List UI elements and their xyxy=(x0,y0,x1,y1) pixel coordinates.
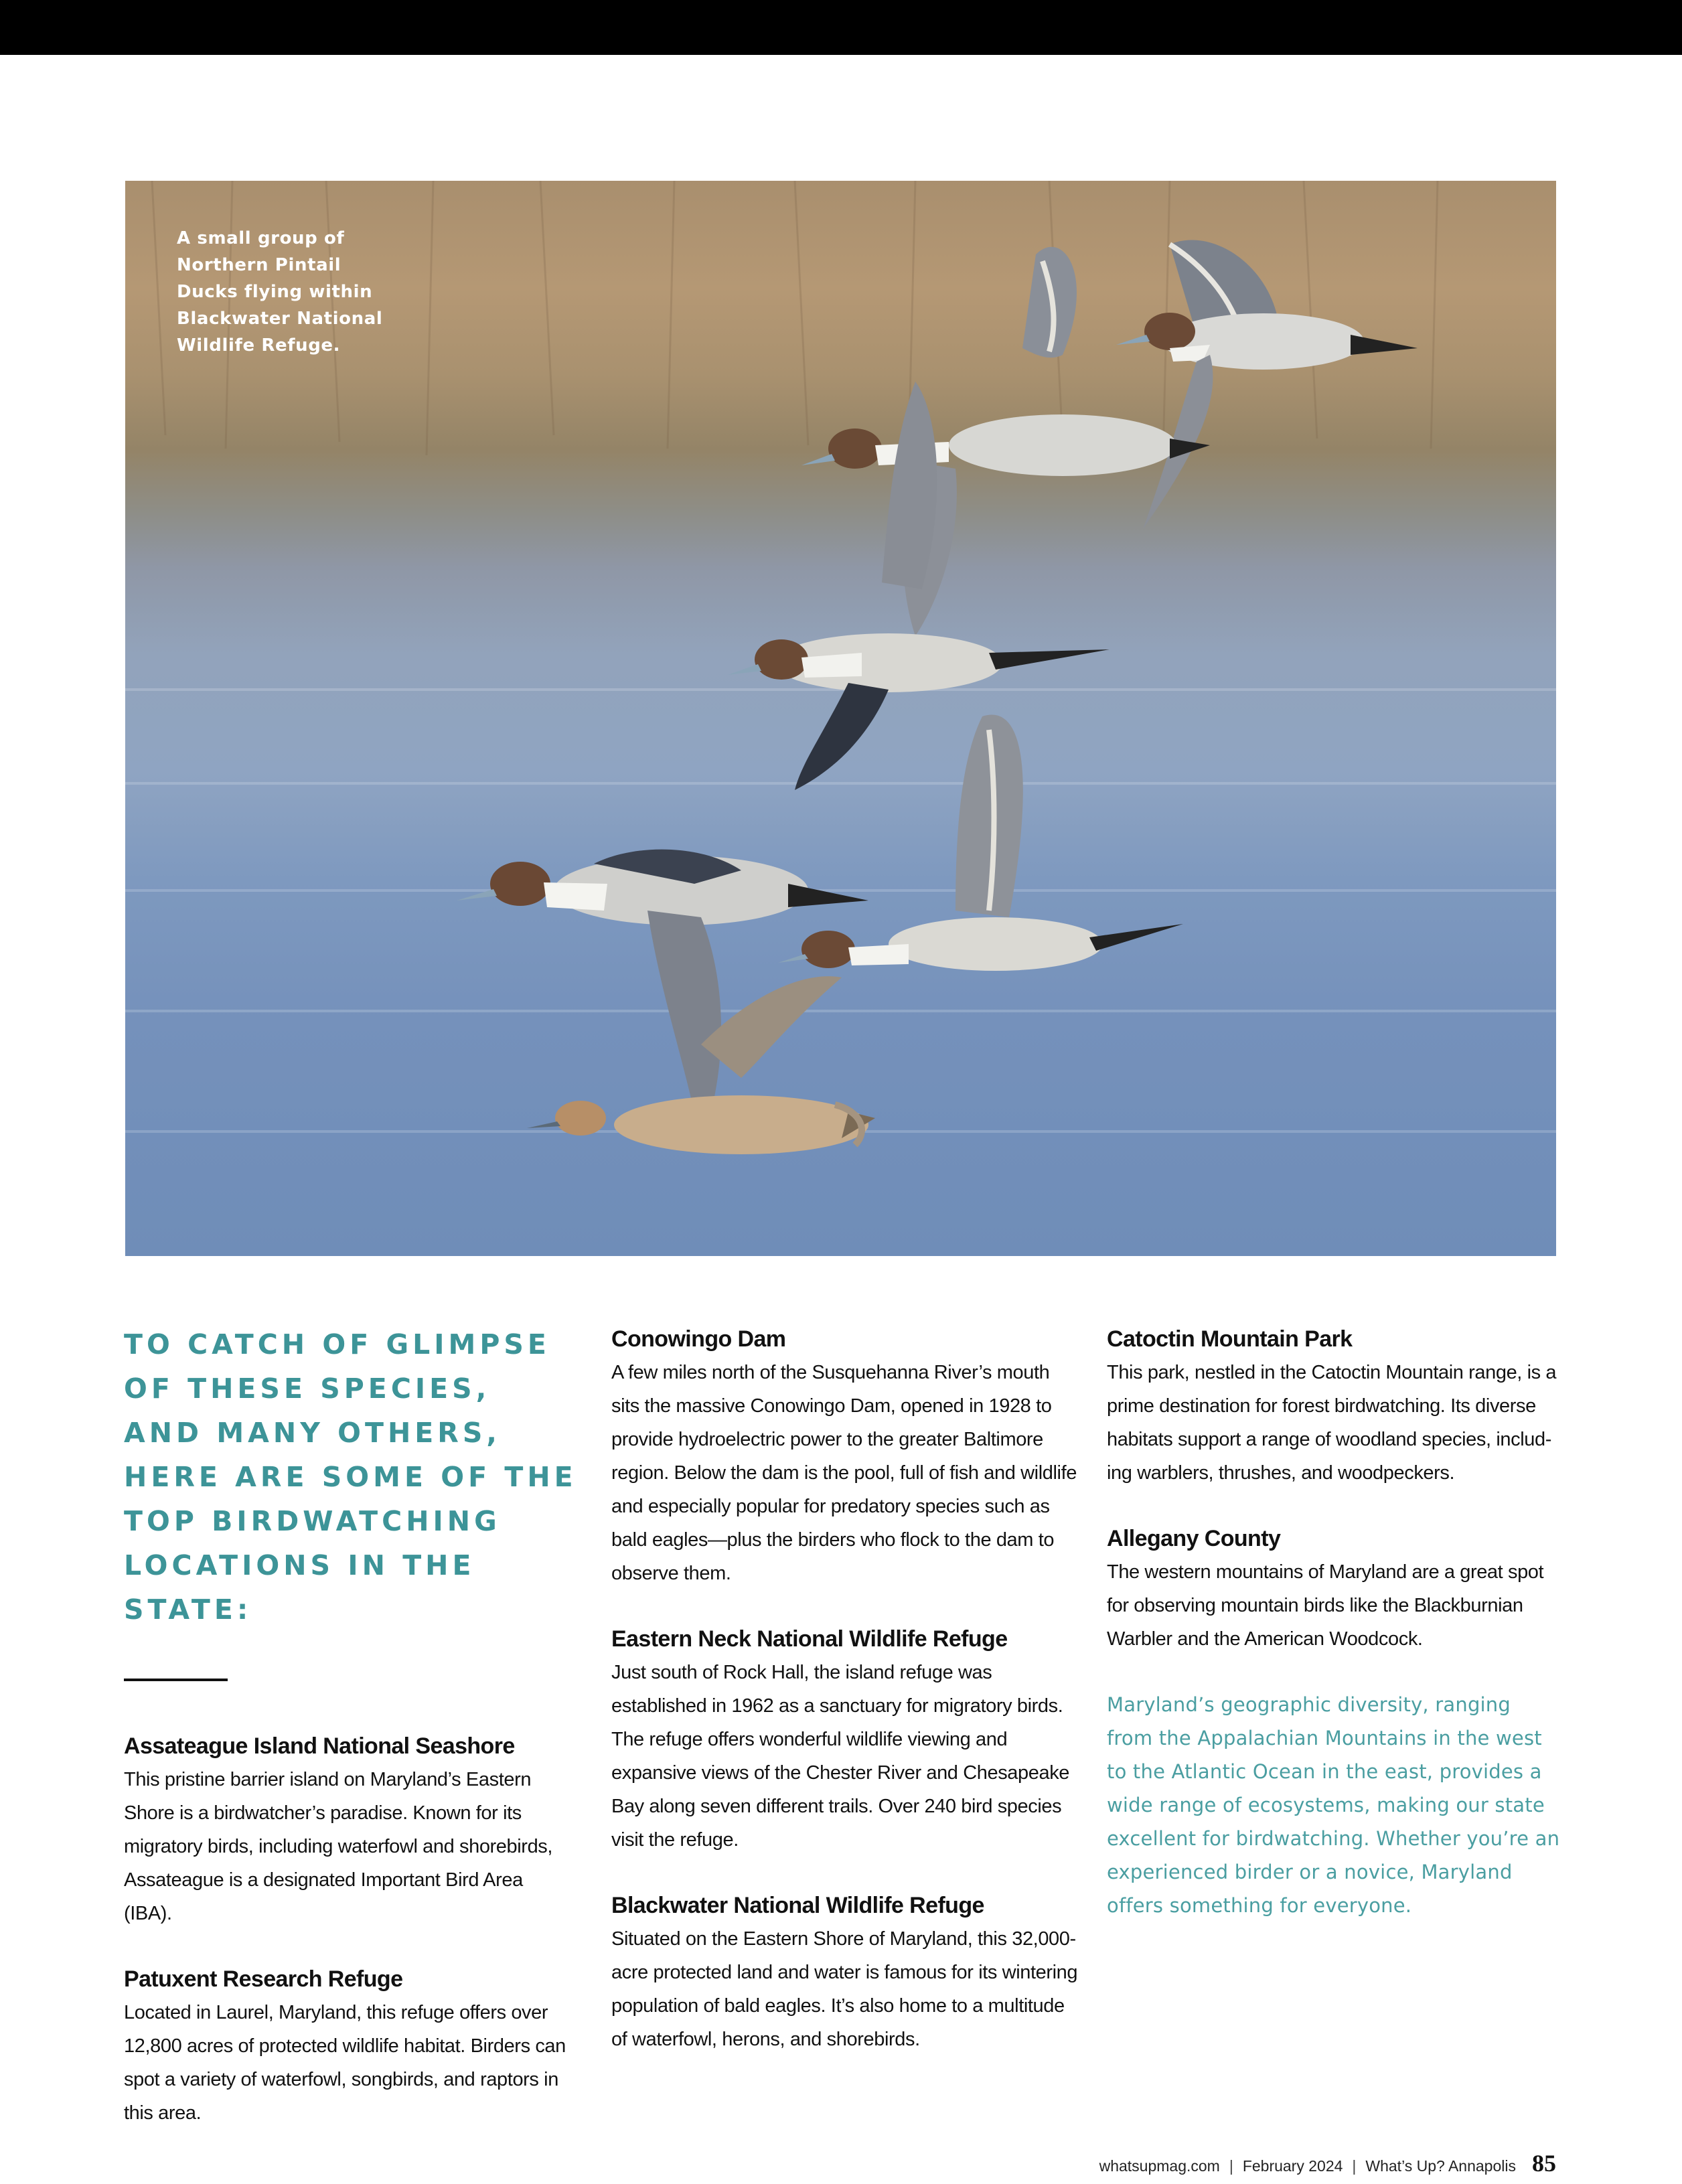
location-entry xyxy=(124,1962,572,2130)
location-entry xyxy=(611,1622,1080,1857)
column-right xyxy=(1107,1322,1562,1922)
column-middle xyxy=(611,1322,1080,2056)
location-text: Located in Laurel, Maryland, this refuge offers over 12,800 acres of protected wildlife habitat. Birders can spot a variety of waterfowl, songbirds, and raptors in this area. xyxy=(124,2002,566,2124)
location-title: Catoctin Mountain Park xyxy=(1107,1326,1353,1352)
duck-2 xyxy=(801,247,1210,636)
location-text: This park, nestled in the Catoctin Mountain range, is a prime destination for forest birdwatching. Its diverse habitats support a range of woodland species, includ-ing warblers, thrushes, and woodpeckers. xyxy=(1107,1362,1557,1484)
location-title: Assateague Island National Seashore xyxy=(124,1733,515,1759)
footer-site: whatsupmag.com xyxy=(1099,2157,1220,2175)
footer-publication: What’s Up? Annapolis xyxy=(1365,2157,1516,2175)
location-title: Eastern Neck National Wildlife Refuge xyxy=(611,1626,1008,1652)
closing-pull-quote: Maryland’s geographic diversity, ranging from the Appalachian Mountains in the west to the Atlantic Ocean in the east, provides a wide range of ecosystems, making our state excellent for birdwatching. Whether you’re an experienced birder or a novice, Maryland offers something for everyone. xyxy=(1107,1693,1560,1917)
pintail-ducks-photo xyxy=(125,181,1556,1256)
photo-caption: A small group of Northern Pintail Ducks flying within Blackwater National Wildlife Refuge. xyxy=(177,228,383,356)
location-text: Just south of Rock Hall, the island refuge was established in 1962 as a sanctuary for migratory birds. The refuge offers wonderful wildlife viewing and expansive views of the Chester River and Chesapeake Bay along seven different trails. Over 240 bird species visit the refuge. xyxy=(611,1662,1070,1851)
location-text: This pristine barrier island on Maryland’s Eastern Shore is a birdwatcher’s paradise. Known for its migratory birds, including waterfowl and shorebirds, Assateague is a designated Important Bird Area (IBA). xyxy=(124,1769,553,1924)
location-text: Situated on the Eastern Shore of Maryland, this 32,000-acre protected land and water is famous for its wintering population of bald eagles. It’s also home to a multitude of waterfowl, herons, and shorebirds. xyxy=(611,1928,1078,2050)
location-entry xyxy=(1107,1522,1562,1656)
location-title: Blackwater National Wildlife Refuge xyxy=(611,1893,984,1918)
duck-1 xyxy=(1116,240,1418,529)
location-entry xyxy=(611,1889,1080,2056)
location-text: A few miles north of the Susquehanna River’s mouth sits the massive Conowingo Dam, opened in 1928 to provide hydroelectric power to the greater Baltimore region. Below the dam is the pool, full of fish and wildlife and especially popular for predatory species such as bald eagles—plus the birders who flock to the dam to observe them. xyxy=(611,1362,1077,1584)
location-entry xyxy=(124,1729,572,1930)
location-text: The western mountains of Maryland are a great spot for observing mountain birds like the Blackburnian Warbler and the American Woodcock. xyxy=(1107,1561,1544,1650)
location-title: Conowingo Dam xyxy=(611,1326,786,1352)
page-footer xyxy=(1099,2149,1556,2176)
page-number: 85 xyxy=(1532,2150,1556,2177)
footer-separator: | xyxy=(1352,2157,1357,2175)
location-title: Allegany County xyxy=(1107,1526,1281,1551)
location-title: Patuxent Research Refuge xyxy=(124,1966,403,1992)
footer-separator: | xyxy=(1229,2157,1233,2175)
footer-date: February 2024 xyxy=(1242,2157,1343,2175)
column-left xyxy=(124,1322,577,2130)
location-entry xyxy=(1107,1322,1562,1490)
location-entry xyxy=(611,1322,1080,1590)
intro-heading: TO CATCH OF GLIMPSE OF THESE SPECIES, AND MANY OTHERS, HERE ARE SOME OF THE TOP BIRDWATCHING LOCATIONS IN THE STATE: xyxy=(124,1328,577,1626)
top-black-bar xyxy=(0,0,1682,55)
